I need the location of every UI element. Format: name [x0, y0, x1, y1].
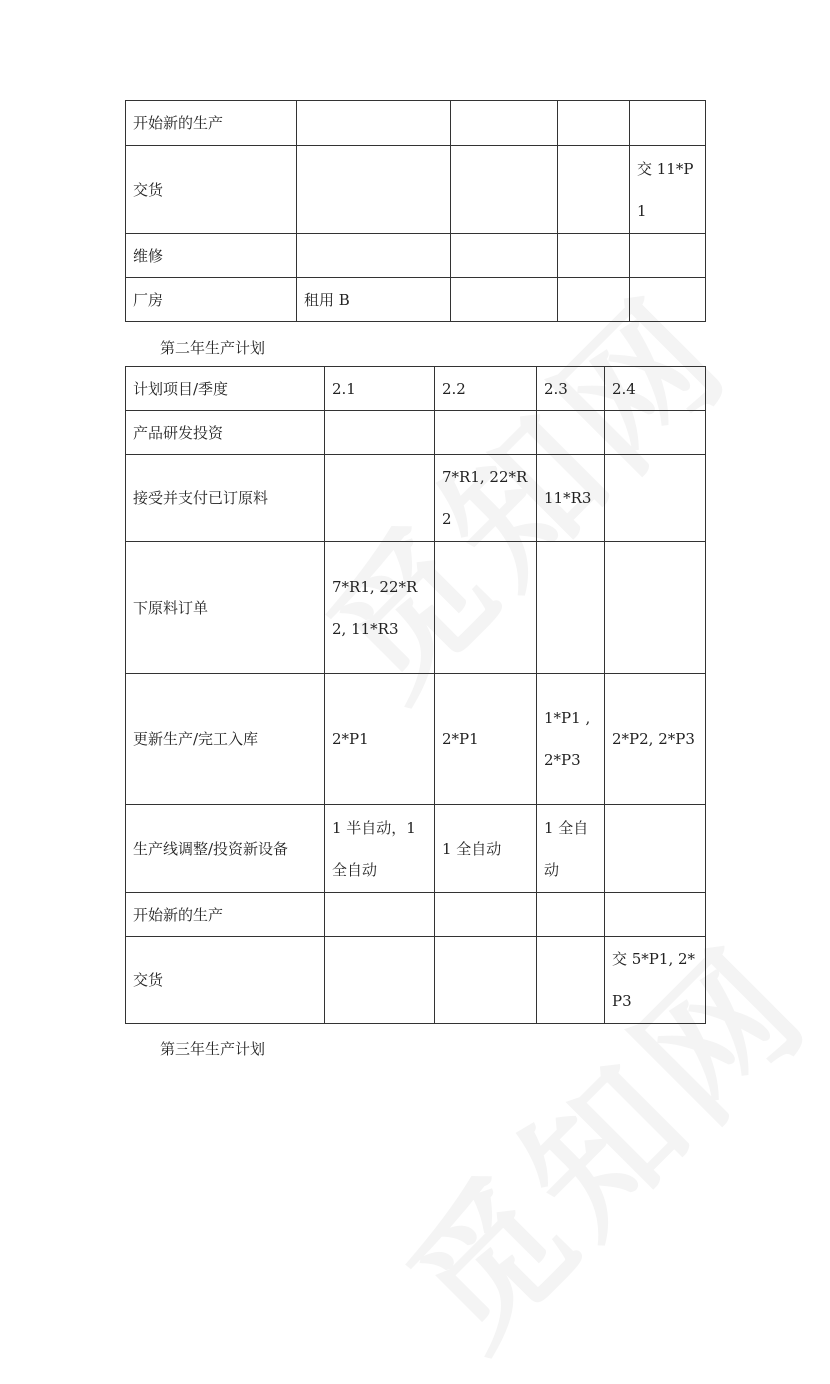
table-cell	[297, 146, 451, 234]
table-row	[126, 455, 706, 542]
table-cell: 2*P2, 2*P3	[605, 674, 706, 805]
row-label: 厂房	[126, 278, 297, 322]
table-row	[126, 542, 706, 674]
table-cell: 1 全自动	[537, 805, 605, 893]
table-cell	[605, 542, 706, 674]
table-cell: 1 半自动，1 全自动	[325, 805, 435, 893]
table-cell	[605, 411, 706, 455]
table-cell: 7*R1, 22*R2, 11*R3	[325, 542, 435, 674]
table-row	[126, 805, 706, 893]
table-cell	[537, 542, 605, 674]
table-cell	[630, 278, 706, 322]
column-header: 2.1	[325, 367, 435, 411]
column-header: 2.3	[537, 367, 605, 411]
table-row	[126, 411, 706, 455]
table-row	[126, 893, 706, 937]
table-cell: 交 5*P1, 2*P3	[605, 937, 706, 1024]
table-cell	[558, 234, 630, 278]
section-caption: 第三年生产计划	[160, 1040, 266, 1058]
table-cell	[537, 937, 605, 1024]
row-label: 下原料订单	[126, 542, 325, 674]
table-cell	[325, 455, 435, 542]
table-cell	[435, 542, 537, 674]
year2-plan-table	[125, 366, 706, 1024]
table-cell	[630, 101, 706, 146]
previous-plan-table	[125, 100, 706, 322]
table-cell	[537, 411, 605, 455]
row-label: 接受并支付已订原料	[126, 455, 325, 542]
table-row	[126, 278, 706, 322]
table-row	[126, 937, 706, 1024]
table-row	[126, 101, 706, 146]
row-label: 交货	[126, 146, 297, 234]
table-cell	[558, 278, 630, 322]
row-label: 更新生产/完工入库	[126, 674, 325, 805]
table-cell	[297, 234, 451, 278]
table-cell	[605, 455, 706, 542]
row-label: 开始新的生产	[126, 101, 297, 146]
table-cell	[451, 101, 558, 146]
table-cell	[325, 411, 435, 455]
table-cell	[605, 893, 706, 937]
table-header-row	[126, 367, 706, 411]
table-cell: 交 11*P1	[630, 146, 706, 234]
table-row	[126, 146, 706, 234]
table-cell	[605, 805, 706, 893]
table-cell	[451, 278, 558, 322]
column-header: 计划项目/季度	[126, 367, 325, 411]
table-cell	[451, 234, 558, 278]
table-cell	[297, 101, 451, 146]
table-cell: 1 全自动	[435, 805, 537, 893]
table-cell: 租用 B	[297, 278, 451, 322]
table-cell	[630, 234, 706, 278]
table-cell	[325, 937, 435, 1024]
table-cell	[435, 893, 537, 937]
table-cell	[537, 893, 605, 937]
table-cell: 1*P1 , 2*P3	[537, 674, 605, 805]
table-cell: 2*P1	[325, 674, 435, 805]
column-header: 2.2	[435, 367, 537, 411]
table-cell	[558, 146, 630, 234]
section-caption: 第二年生产计划	[160, 339, 266, 357]
table-cell	[325, 893, 435, 937]
table-cell: 2*P1	[435, 674, 537, 805]
row-label: 交货	[126, 937, 325, 1024]
table-cell: 11*R3	[537, 455, 605, 542]
row-label: 生产线调整/投资新设备	[126, 805, 325, 893]
table-row	[126, 234, 706, 278]
table-cell	[451, 146, 558, 234]
row-label: 维修	[126, 234, 297, 278]
table-cell	[558, 101, 630, 146]
table-cell	[435, 411, 537, 455]
table-cell: 7*R1, 22*R2	[435, 455, 537, 542]
row-label: 产品研发投资	[126, 411, 325, 455]
table-cell	[435, 937, 537, 1024]
column-header: 2.4	[605, 367, 706, 411]
row-label: 开始新的生产	[126, 893, 325, 937]
table-row	[126, 674, 706, 805]
